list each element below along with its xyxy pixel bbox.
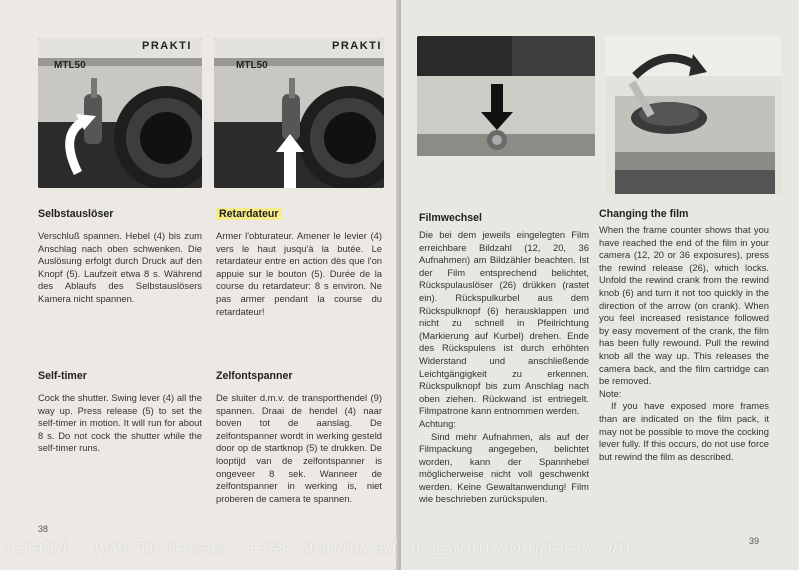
section-heading: Filmwechsel xyxy=(419,212,482,224)
note-text: If you have exposed more frames than are indicated on the film pack, it may not be possible to move the cocking lever fully. If this occurs, do not use force but rewind the film as described. xyxy=(599,400,769,462)
section-text: Armer l'obturateur. Amener le levier (4) vers le haut jusqu'à la butée. Le retardateur entre en action dès que l'on appuie sur le bouton (5). Durée de la course du retardateur: 8 s environ. Ne pas armer pendant la course du retardateur! xyxy=(216,230,382,317)
section-heading: Changing the film xyxy=(599,208,689,220)
section-text: Verschluß spannen. Hebel (4) bis zum Anschlag nach oben schwenken. Die Auslösung erfolgt durch Druck auf den Knopf (5). Laufzeit etwa 8 s. Während des Ablaufs des Selbstauslösers Kamera nicht spannen. xyxy=(38,230,202,304)
model-label: MTL50 xyxy=(54,60,86,71)
model-label: MTL50 xyxy=(236,60,268,71)
section-heading: Self-timer xyxy=(38,370,87,382)
section-zelfontspanner xyxy=(216,370,382,505)
section-self-timer xyxy=(38,370,202,455)
section-heading: Zelfontspanner xyxy=(216,370,293,382)
section-heading: Retardateur xyxy=(216,208,281,220)
page-number: 38 xyxy=(38,524,49,534)
section-text: Die bei dem jeweils eingelegten Film erreichbare Bildzahl (12, 20, 36 Aufnahmen) am Bildzähler beachten. Ist der Film entsprechend belichtet, Rückspulauslöser (26) drükken (rastet ein). Rückspulkurbel aus dem Rückspulknopf (6) herausklappen und nicht zu schnell in Pfeilrichtung (Markierung auf Kurbel) drehen. Ende des Rückspulens ist durch erhöhten Widerstand und anschließende Leichtgängigkeit zu erkennen. Rückspulknopf bis zum Anschlag nach oben ziehen. Rückwand ist entriegelt. Filmpatrone kann entnommen werden. xyxy=(419,229,589,417)
section-changing-the-film xyxy=(599,208,769,463)
note-label: Achtung: xyxy=(419,417,457,429)
section-heading: Selbstauslöser xyxy=(38,208,114,220)
watermark: Gratuit - Not for resale - Free download at 35mm-compact.com xyxy=(6,535,631,560)
camera-photo-self-timer-swing xyxy=(38,38,202,188)
right-page xyxy=(401,0,799,570)
section-selbstausloeser xyxy=(38,208,202,306)
brand-label: PRAKTI xyxy=(332,40,382,52)
camera-photo-rewind-release xyxy=(417,36,595,194)
page-number: 39 xyxy=(749,536,760,546)
camera-photo-self-timer-lever xyxy=(214,38,384,188)
section-text: When the frame counter shows that you have reached the end of the film in your camera (12, 20 or 36 exposures), press the rewind release (26), which locks. Unfold the rewind crank from the rewind knob (6) and turn it not too quickly in the direction of the arrow (on crank). When you feel increased resistance followed by easy movement of the crank, the film has been fully rewound. Pull the rewind knob all the way up. This releases the camera back, and the film cartridge can be removed. xyxy=(599,224,769,387)
brand-label: PRAKTI xyxy=(142,40,192,52)
section-filmwechsel xyxy=(419,212,589,506)
section-text: Cock the shutter. Swing lever (4) all the way up. Press release (5) to set the self-timer in motion. It will run for about 8 s. Do not cock the shutter while the self-timer runs. xyxy=(38,392,202,454)
left-page xyxy=(0,0,399,570)
note-text: Sind mehr Aufnahmen, als auf der Filmpackung angegeben, belichtet worden, kann der Spannhebel möglicherweise nicht voll geschwenkt werden. Keine Gewaltanwendung! Film wie beschrieben zurückspulen. xyxy=(419,430,589,505)
section-retardateur xyxy=(216,208,382,318)
camera-photo-rewind-crank xyxy=(605,36,781,194)
section-text: De sluiter d.m.v. de transporthendel (9) spannen. Draai de hendel (4) naar boven tot de aanslag. De zelfontspanner wordt in werking gesteld door op de startknop (5) te drukken. De looptijd van de zelfontspanner is ongeveer 8 sek. Wanneer de zelfontspanner in werking is, niet proberen de camera te spannen. xyxy=(216,392,382,504)
note-label: Note: xyxy=(599,387,622,399)
